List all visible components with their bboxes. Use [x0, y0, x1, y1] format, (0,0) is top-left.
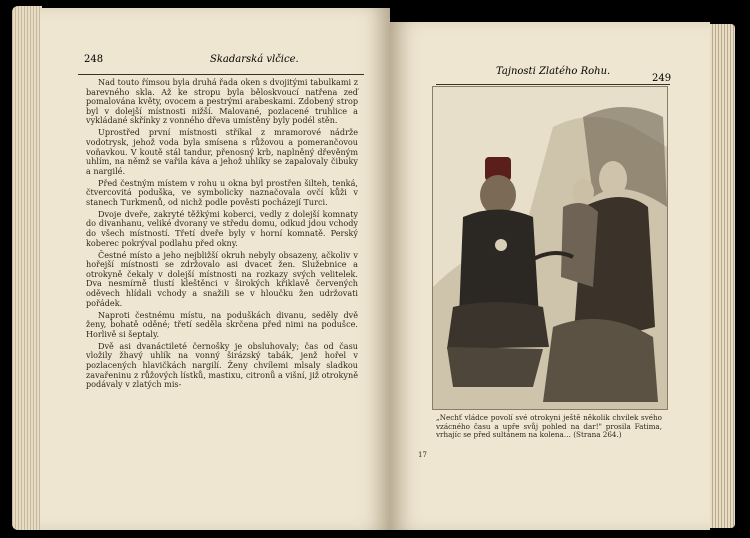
paragraph: Nad touto římsou byla druhá řada oken s dvojitými tabulkami z barevného skla. Až ke stropu byla běloskvoucí natřena zeď pomalována květy, ovocem a pestrými arabeskami. Zdobený strop byl v dolejší místnosti nižší. Malované, pozlacené truhlice a vykládané skřínky z vonného dřeva umístěny byly podél stěn.: [86, 77, 358, 126]
paragraph: Před čestným místem v rohu u okna byl prostřen šilteh, tenká, čtvercovitá poduška, ve symbolicky naznačovala ovčí kůži v stanech Turkmenů, od nichž podle pověsti pocházejí Turci.: [86, 177, 358, 207]
page-edges-left: [12, 6, 42, 530]
illustration: [432, 86, 668, 410]
page-number-right: 249: [652, 73, 672, 84]
header-rule-right: [436, 84, 670, 85]
running-title-left: Skadarská vlčice.: [210, 54, 299, 65]
paragraph: Čestné místo a jeho nejbližší okruh nebyly obsazeny, ačkoliv v hořejší místnosti se zdržovalo asi dvacet žen. Služebnice a otrokyně čekaly v dolejší místnosti na rozkazy svých velitelek. Dva nesmírně tlustí kleštěnci v širokých křiklavě červených oděvech hlídali vchody a snažili se v hloučku žen udržovati pořádek.: [86, 249, 358, 308]
paragraph: Dvoje dveře, zakryté těžkými koberci, vedly z dolejší komnaty do divanhanu, veliké dvorany ve středu domu, odkud jdou vchody do všech místností. Třetí dveře byly v horní komnatě. Perský koberec pokrýval podlahu před okny.: [86, 208, 358, 248]
signature-mark: 17: [418, 451, 427, 459]
page-edges-right: [707, 24, 735, 528]
page-number-left: 248: [84, 54, 104, 65]
body-text: [86, 78, 358, 392]
running-title-right: Tajnosti Zlatého Rohu.: [496, 66, 611, 77]
illustration-caption: „Nechť vládce povolí své otrokyni ještě několik chvilek svého vzácného času a upře svůj pohled na dar!" prosila Fatima, vrhajíc se před sultánem na kolena… (Strana 264.): [436, 413, 662, 440]
paragraph: Uprostřed první místnosti stříkal z mramorové nádrže vodotrysk, jehož voda byla smísena s růžovou a pomerančovou voňavkou. V koutě stál tandur, přenosný krb, naplněný dřevěným uhlím, na němž se vařila káva a jehož uhlíky se zapalovaly čibuky a nargilé.: [86, 127, 358, 176]
paragraph: Dvě asi dvanáctileté černošky je obsluhovaly; čas od času vložily žhavý uhlík na vonný širázský tabák, jenž hořel v pozlacených hlavičkách nargilí. Ženy chvílemi mlsaly sladkou zavařeninu z růžových lístků, mastixu, citronů a višní, již otrokyně podávaly v zlatých mis-: [86, 340, 358, 390]
paragraph: Naproti čestnému místu, na poduškách divanu, seděly dvě ženy, bohatě oděné; třetí seděla skrčena před nimi na podušce. Horlivě si šeptaly.: [86, 309, 358, 339]
header-rule-left: [78, 74, 364, 75]
